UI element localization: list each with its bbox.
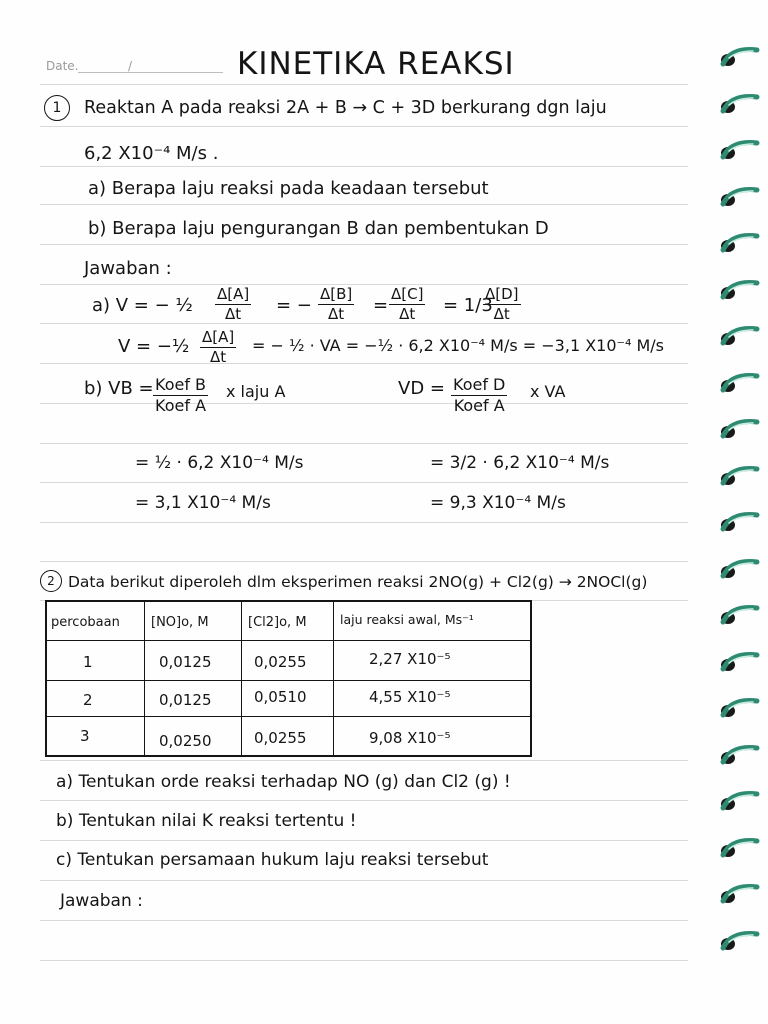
vd-step-3: = 9,3 X10⁻⁴ M/s	[430, 493, 566, 513]
rate-calc-result: = − ½ · VA = −½ · 6,2 X10⁻⁴ M/s = −3,1 X10⁻⁴ M/s	[252, 336, 665, 355]
fraction-denominator: Δt	[493, 305, 510, 323]
fraction-koef-d-over-a	[451, 377, 507, 414]
ruled-line	[40, 800, 688, 801]
fraction-koef-b-over-a	[153, 377, 208, 414]
spiral-coil-icon	[715, 91, 760, 117]
spiral-coil-icon	[715, 137, 760, 163]
ruled-line	[40, 482, 688, 483]
ruled-line	[40, 840, 688, 841]
vd-suffix: x VA	[530, 382, 566, 401]
fraction-numerator: Δ[C]	[391, 285, 424, 303]
fraction-numerator: Δ[A]	[202, 328, 235, 346]
spiral-coil-icon	[715, 881, 760, 907]
spiral-coil-icon	[715, 649, 760, 675]
table-cell: 2,27 X10⁻⁵	[369, 650, 451, 668]
fraction-numerator: Δ[D]	[485, 285, 519, 303]
ruled-line	[40, 363, 688, 364]
problem2-question-a: a) Tentukan orde reaksi terhadap NO (g) dan Cl2 (g) !	[56, 772, 511, 792]
table-cell: 9,08 X10⁻⁵	[369, 729, 451, 747]
page-title: KINETIKA REAKSI	[237, 46, 515, 82]
table-cell: 0,0255	[254, 729, 307, 747]
table-header-initial-rate: laju reaksi awal, Ms⁻¹	[340, 612, 474, 627]
ruled-line	[40, 960, 688, 961]
equals-minus: = −	[276, 295, 312, 316]
spiral-coil-icon	[715, 277, 760, 303]
fraction-denominator: Koef A	[453, 396, 505, 415]
vb-prefix: b) VB =	[84, 378, 154, 399]
table-header-no-conc: [NO]o, M	[151, 615, 209, 630]
ruled-line	[40, 323, 688, 324]
table-cell: 3	[80, 727, 90, 745]
ruled-line	[40, 561, 688, 562]
fraction-numerator: Δ[A]	[217, 285, 250, 303]
ruled-line	[40, 166, 688, 167]
ruled-line	[40, 522, 688, 523]
equals-one-third: = 1/3	[443, 295, 493, 316]
spiral-coil-icon	[715, 323, 760, 349]
fraction-denominator: Δt	[225, 305, 242, 323]
table-column-divider	[144, 602, 145, 755]
ruled-line	[40, 880, 688, 881]
spiral-coil-icon	[715, 556, 760, 582]
vb-step-3: = 3,1 X10⁻⁴ M/s	[135, 493, 271, 513]
date-label: Date.	[46, 59, 79, 73]
fraction-delta-c	[389, 287, 425, 322]
problem1-question-b: b) Berapa laju pengurangan B dan pembentukan D	[88, 218, 549, 239]
table-row-divider	[47, 716, 530, 717]
table-cell: 1	[83, 653, 93, 671]
table-row-divider	[47, 680, 530, 681]
fraction-denominator: Δt	[210, 348, 227, 366]
fraction-numerator: Koef D	[453, 375, 506, 394]
spiral-coil-icon	[715, 788, 760, 814]
ruled-line	[40, 284, 688, 285]
spiral-coil-icon	[715, 230, 760, 256]
table-cell: 0,0250	[159, 732, 212, 750]
table-cell: 2	[83, 691, 93, 709]
problem1-line1: Reaktan A pada reaksi 2A + B → C + 3D berkurang dgn laju	[84, 98, 607, 118]
table-cell: 4,55 X10⁻⁵	[369, 688, 451, 706]
spiral-coil-icon	[715, 509, 760, 535]
spiral-coil-icon	[715, 835, 760, 861]
problem-number-2: 2	[40, 570, 62, 592]
ruled-line	[40, 84, 688, 85]
rate-expression-prefix: a) V = − ½	[92, 295, 193, 316]
spiral-coil-icon	[715, 44, 760, 70]
vb-suffix: x laju A	[226, 382, 286, 401]
equals-sign: =	[373, 295, 389, 316]
fraction-delta-a	[215, 287, 251, 322]
table-cell: 0,0255	[254, 653, 307, 671]
ruled-line	[40, 403, 688, 404]
ruled-line	[40, 204, 688, 205]
problem1-answer-label: Jawaban :	[84, 258, 172, 279]
ruled-line	[40, 126, 688, 127]
spiral-coil-icon	[715, 370, 760, 396]
table-header-cl2-conc: [Cl2]o, M	[248, 615, 307, 630]
spiral-coil-icon	[715, 695, 760, 721]
table-row-divider	[47, 640, 530, 641]
spiral-coil-icon	[715, 928, 760, 954]
rate-calc-prefix: V = −½	[118, 336, 190, 357]
table-column-divider	[241, 602, 242, 755]
problem2-question-c: c) Tentukan persamaan hukum laju reaksi tersebut	[56, 850, 489, 870]
fraction-denominator: Koef A	[155, 396, 207, 415]
experiment-data-table	[45, 600, 532, 757]
ruled-line	[40, 760, 688, 761]
problem1-question-a: a) Berapa laju reaksi pada keadaan tersebut	[88, 178, 489, 199]
date-slash: /	[128, 59, 133, 73]
problem2-answer-label: Jawaban :	[60, 891, 143, 911]
table-cell: 0,0125	[159, 691, 212, 709]
spiral-coil-icon	[715, 463, 760, 489]
problem2-intro: Data berikut diperoleh dlm eksperimen reaksi 2NO(g) + Cl2(g) → 2NOCl(g)	[68, 573, 648, 591]
ruled-line	[40, 244, 688, 245]
table-column-divider	[333, 602, 334, 755]
fraction-denominator: Δt	[399, 305, 416, 323]
ruled-line	[40, 443, 688, 444]
spiral-coil-icon	[715, 184, 760, 210]
fraction-delta-b	[318, 287, 354, 322]
date-underline	[78, 72, 223, 73]
table-cell: 0,0510	[254, 688, 307, 706]
spiral-coil-icon	[715, 416, 760, 442]
fraction-numerator: Δ[B]	[320, 285, 353, 303]
fraction-numerator: Koef B	[155, 375, 207, 394]
table-cell: 0,0125	[159, 653, 212, 671]
vd-prefix: VD =	[398, 378, 445, 399]
fraction-denominator: Δt	[328, 305, 345, 323]
ruled-line	[40, 920, 688, 921]
table-header-percobaan: percobaan	[51, 615, 120, 630]
vd-step-2: = 3/2 · 6,2 X10⁻⁴ M/s	[430, 453, 610, 473]
problem-number-1: 1	[44, 95, 70, 121]
spiral-coil-icon	[715, 602, 760, 628]
fraction-delta-d	[483, 287, 521, 322]
fraction-delta-a-2	[200, 330, 236, 365]
vb-step-2: = ½ · 6,2 X10⁻⁴ M/s	[135, 453, 304, 473]
spiral-coil-icon	[715, 742, 760, 768]
problem2-question-b: b) Tentukan nilai K reaksi tertentu !	[56, 811, 357, 831]
problem1-line2: 6,2 X10⁻⁴ M/s .	[84, 143, 219, 164]
